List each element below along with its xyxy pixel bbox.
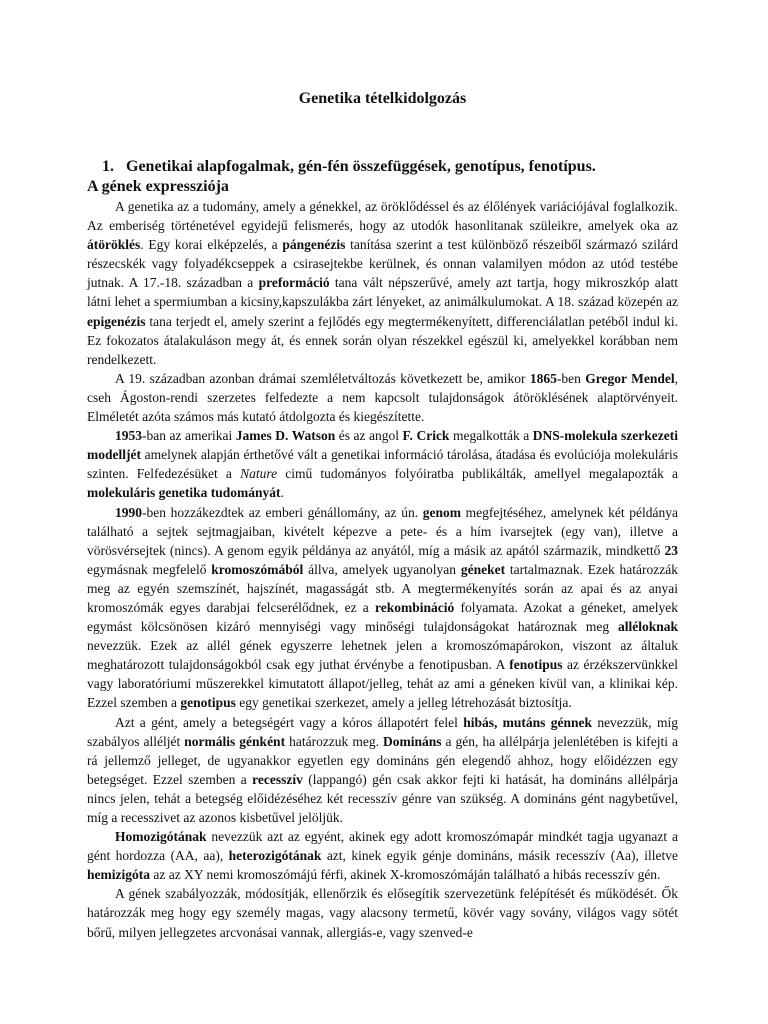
- paragraph: [87, 713, 678, 828]
- text-run: nevezzük, míg szabályos alléljét: [87, 714, 678, 749]
- paragraph: [87, 197, 678, 369]
- text-run: folyamata. Azokat a géneket, amelyek egymást kölcsönösen kizáró mennyiségi vagy minőségi tulajdonságokat határoznak meg: [87, 599, 678, 635]
- bold-term: 1865: [529, 370, 557, 386]
- text-run: -ban az amerikai: [142, 428, 236, 444]
- bold-term: 1953: [115, 428, 142, 444]
- paragraph: [87, 884, 678, 941]
- bold-term: fenotipus: [509, 657, 563, 673]
- text-run: A genetika az a tudomány, amely a génekkel, az öröklődéssel és az élőlények variációjával foglalkozik. Az emberiség történetével egyidejű felismerés, hogy az utodók hasonlitanak szüleikre, amelyek oka az: [87, 199, 678, 234]
- text-run: . Egy korai elképzelés, a: [140, 237, 283, 253]
- bold-term: rekombináció: [375, 599, 455, 615]
- text-run: -ben: [556, 370, 586, 386]
- text-run: A gének szabályozzák, módosítják, ellenőrzik és elősegítik szervezetünk felépítését és működését. Ők határozzák meg hogy egy személy magas, vagy alacsony termetű, kövér vagy sovány, világos vagy sötét bőrű, milyen jellegzetes arcvonásai vannak, allergiás-e, vagy szenved-e: [87, 886, 678, 940]
- text-run: egymásnak megfelelő: [87, 561, 212, 577]
- document-title: Genetika tételkidolgozás: [298, 90, 467, 107]
- text-run: és az angol: [335, 428, 403, 444]
- text-run: -ben hozzákezdtek az emberi génállomány, az ún.: [142, 504, 423, 520]
- section-heading: [87, 109, 678, 197]
- bold-term: genom: [422, 504, 461, 520]
- text-run: a gén, ha allélpárja jelenlétében is kifejti a rá jellemző jelleget, de ugyanakkor egyetlen egy domináns gén elegendő ahhoz, hogy előidézzen egy betegséget. Ezzel szemben a: [87, 733, 678, 787]
- text-run: az érzékszervünkkel vagy laboratóriumi műszerekkel kimutatott állapot/jelleg, tehát az ami a géneken kívül van, a klinikai kép. Ezzel szemben a: [87, 657, 678, 711]
- bold-term: hibás, mutáns génnek: [463, 714, 592, 730]
- bold-term: alléloknak: [617, 619, 678, 635]
- bold-term: normális génként: [184, 733, 286, 749]
- text-run: tanítása szerint a test különböző részeiből származó szilárd részecskék vagy folyadékcseppek a csirasejtekbe kerülnek, és onnan valamilyen módon az utód testébe jutnak. A 17.-18. században a: [87, 237, 678, 291]
- bold-term: epigenézis: [87, 313, 146, 329]
- text-run: nevezzük. Ezek az allél gének egyszerre lehetnek jelen a kromoszómapárokon, viszont az általuk meghatározott tulajdonságokból csak egy juthat érvénybe a fenotipusban. A: [87, 638, 678, 673]
- text-run: tana terjedt el, amely szerint a fejlődés egy megtermékenyített, differenciálatlan petéből indul ki. Ez fokozatos átalakuláson megy át, és ennek során olyan részekkel egészül ki, amelyekkel korábban nem rendelkezett.: [87, 313, 678, 367]
- text-run: állva, amelyek ugyanolyan: [303, 561, 461, 577]
- text-run: tana vált népszerűvé, amely azt tartja, hogy mikroszkóp alatt látni lehet a spermiumban a kicsiny,kapszulákba zárt lényeket, az animálkulumokat. A 18. század közepén az: [87, 275, 678, 310]
- bold-term: 1990: [115, 504, 142, 520]
- bold-term: Gregor Mendel: [585, 370, 675, 386]
- bold-term: pángenézis: [282, 237, 346, 253]
- bold-term: átöröklés: [87, 237, 141, 253]
- text-run: cimű tudományos folyóiratba publikálták, amellyel megalapozták a: [277, 466, 678, 482]
- bold-term: recesszív: [252, 771, 303, 787]
- paragraph: [87, 426, 678, 502]
- bold-term: James D. Watson: [235, 428, 336, 444]
- italic-term: Nature: [240, 466, 278, 482]
- bold-term: Homozigótának: [115, 829, 207, 845]
- text-run: .: [280, 485, 284, 501]
- text-run: Azt a gént, amely a betegségért vagy a kóros állapotért felel: [115, 714, 464, 730]
- section-title: Genetikai alapfogalmak, gén-fén összefüggések, genotípus, fenotípus.: [126, 158, 596, 175]
- text-run: tartalmaznak. Ezek határozzák meg az egyén szemszínét, hajszínét, magasságát stb. A megtermékenyítés során az apai és az anyai kromoszómák egyes darabjai felcserélődnek, ez a: [87, 561, 678, 615]
- paragraph: [87, 503, 678, 713]
- bold-term: genotipus: [180, 695, 236, 711]
- paragraph: [87, 369, 678, 426]
- bold-term: 23: [664, 542, 678, 558]
- text-run: egy genetikai szerkezet, amely a jelleg létrehozását biztosítja.: [235, 695, 572, 711]
- bold-term: molekuláris genetika tudományát: [87, 485, 281, 501]
- bold-term: DNS-molekula szerkezeti modelljét: [87, 428, 678, 463]
- section-number: 1.: [102, 158, 114, 175]
- section-subheading: A gének expressziója: [87, 178, 229, 195]
- text-run: azt, kinek egyik génje domináns, másik recesszív (Aa), illetve: [321, 848, 678, 864]
- bold-term: heterozigótának: [228, 848, 322, 864]
- text-run: az az XY nemi kromoszómájú férfi, akinek X-kromoszómáján található a hibás recesszív gén.: [150, 867, 661, 883]
- text-run: megalkották a: [449, 428, 533, 444]
- text-run: megfejtéséhez, amelynek két példánya található a sejtek sejtmagjaiban, kivételt képezve a pete- és a hím ivarsejtek (egy van), illetve a vörösvérsejtek (nincs). A genom egyik példánya az anyától, míg a másik az apától származik, mindkettő: [87, 504, 678, 558]
- bold-term: F. Crick: [402, 428, 450, 444]
- bold-term: preformáció: [258, 275, 330, 291]
- text-run: határozzuk meg.: [285, 733, 383, 749]
- text-run: (lappangó) gén csak akkor fejti ki hatását, ha domináns allélpárja nincs jelen, tehát a betegség előidézéséhez két recesszív génre van szükség. A domináns gént nagybetűvel, míg a recesszivet az azonos kisbetűvel jelöljük.: [87, 771, 678, 825]
- text-run: , cseh Ágoston-rendi szerzetes felfedezte a nem kapcsolt tulajdonságok átöröklésének alaptörvényeit. Elméletét azóta számos más kutató átdolgozta és kiegészítette.: [87, 370, 678, 425]
- body-text: [87, 197, 678, 942]
- text-run: amelynek alapján érthetővé vált a genetikai információ tárolása, átadása és evolúciója molekuláris szinten. Felfedezésüket a: [87, 447, 678, 482]
- bold-term: hemizigóta: [87, 867, 150, 883]
- text-run: nevezzük azt az egyént, akinek egy adott kromoszómapár mindkét tagja ugyanazt a gént hordozza (AA, aa),: [87, 829, 678, 864]
- bold-term: géneket: [460, 561, 506, 577]
- bold-term: kromoszómából: [211, 561, 304, 577]
- paragraph: [87, 827, 678, 884]
- text-run: A 19. században azonban drámai szemléletváltozás következett be, amikor: [115, 370, 530, 386]
- bold-term: Domináns: [382, 733, 442, 749]
